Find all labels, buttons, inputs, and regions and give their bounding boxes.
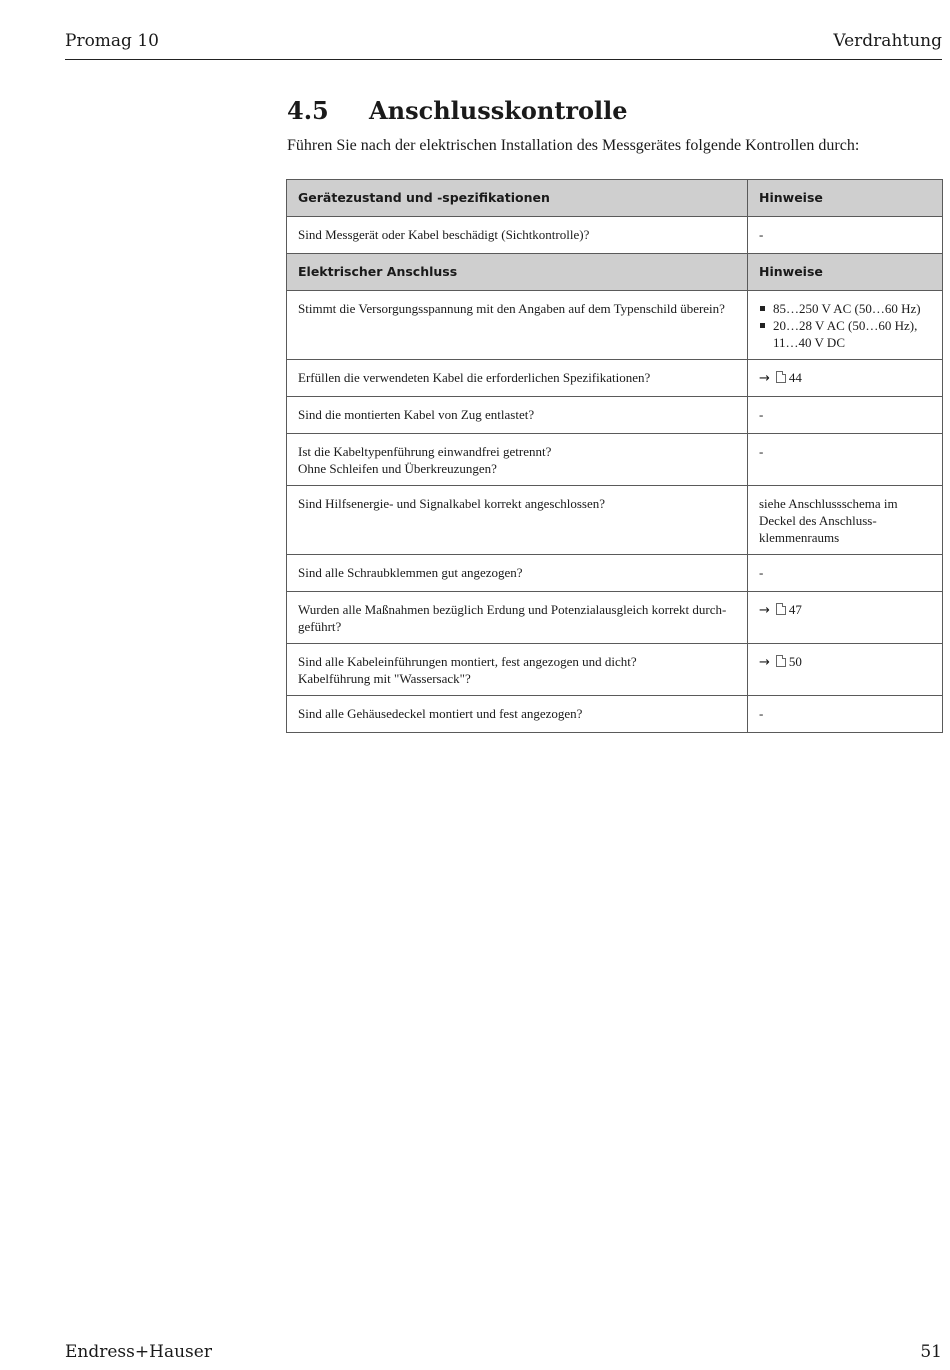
table-row [287,217,943,254]
page-ref[interactable]: 44 [788,370,802,385]
note-cell [748,555,943,592]
check-cell [287,397,748,434]
note-text: siehe Anschlussschema im [759,496,898,511]
check-cell [287,592,748,644]
check-text: Wurden alle Maßnahmen bezüglich Erdung und Potenzialausgleich korrekt durch- [298,602,727,617]
note-text: - [759,407,764,422]
note-cell [748,644,943,696]
note-cell [748,434,943,486]
check-text: Ist die Kabeltypenführung einwandfrei getrennt? [298,444,552,459]
group-header-notes: Hinweise [748,254,943,291]
check-text: Ohne Schleifen und Überkreuzungen? [298,461,497,476]
check-cell [287,696,748,733]
note-cell [748,217,943,254]
check-text: geführt? [298,619,342,634]
group-header-notes: Hinweise [748,180,943,217]
note-text: - [759,444,764,459]
check-cell [287,644,748,696]
check-text: Sind Hilfsenergie- und Signalkabel korrekt angeschlossen? [298,496,605,511]
page-icon [776,371,786,383]
arrow-right-icon: → [759,655,770,670]
note-cell [748,696,943,733]
table-row [287,592,943,644]
page-number: 51 [920,1342,942,1362]
table-row [287,434,943,486]
check-cell [287,360,748,397]
arrow-right-icon: → [759,371,770,386]
bullet-item: 20…28 V AC (50…60 Hz), 11…40 V DC [759,317,931,351]
page-ref[interactable]: 50 [788,654,802,669]
table-row [287,696,943,733]
check-cell [287,291,748,360]
note-text: - [759,565,764,580]
check-cell [287,555,748,592]
table-row [287,291,943,360]
table-row [287,397,943,434]
check-cell [287,486,748,555]
note-cell [748,486,943,555]
header-chapter-title: Verdrahtung [833,31,942,51]
header-rule [65,59,942,60]
table-group-header [287,180,943,217]
note-text: klemmenraums [759,530,840,545]
group-header-title: Elektrischer Anschluss [287,254,748,291]
page-ref[interactable]: 47 [788,602,802,617]
table-row [287,555,943,592]
header-product-name: Promag 10 [65,31,159,51]
check-text: Stimmt die Versorgungsspannung mit den Angaben auf dem Typenschild überein? [298,301,725,316]
page-icon [776,603,786,615]
section-number: 4.5 [287,96,329,125]
arrow-right-icon: → [759,603,770,618]
check-cell [287,217,748,254]
section-heading [287,96,628,125]
check-text: Sind alle Schraubklemmen gut angezogen? [298,565,523,580]
note-text: - [759,706,764,721]
table-group-header [287,254,943,291]
checklist-table [286,179,943,733]
intro-text: Führen Sie nach der elektrischen Installation des Messgerätes folgende Kontrollen durch: [287,137,860,154]
section-title: Anschlusskontrolle [369,96,628,125]
check-text: Sind alle Kabeleinführungen montiert, fest angezogen und dicht? [298,654,637,669]
check-cell [287,434,748,486]
table-row [287,486,943,555]
footer-company: Endress+Hauser [65,1342,212,1362]
check-text: Erfüllen die verwendeten Kabel die erforderlichen Spezifikationen? [298,370,651,385]
check-text: Sind alle Gehäusedeckel montiert und fest angezogen? [298,706,583,721]
note-text: - [759,227,764,242]
note-cell [748,397,943,434]
group-header-title: Gerätezustand und -spezifikationen [287,180,748,217]
table-row [287,360,943,397]
note-cell [748,592,943,644]
check-text: Sind die montierten Kabel von Zug entlastet? [298,407,535,422]
bullet-item: 85…250 V AC (50…60 Hz) [759,300,931,317]
table-row [287,644,943,696]
check-text: Sind Messgerät oder Kabel beschädigt (Sichtkontrolle)? [298,227,590,242]
note-cell [748,291,943,360]
note-cell [748,360,943,397]
check-text: Kabelführung mit "Wassersack"? [298,671,471,686]
note-text: Deckel des Anschluss- [759,513,877,528]
page-icon [776,655,786,667]
